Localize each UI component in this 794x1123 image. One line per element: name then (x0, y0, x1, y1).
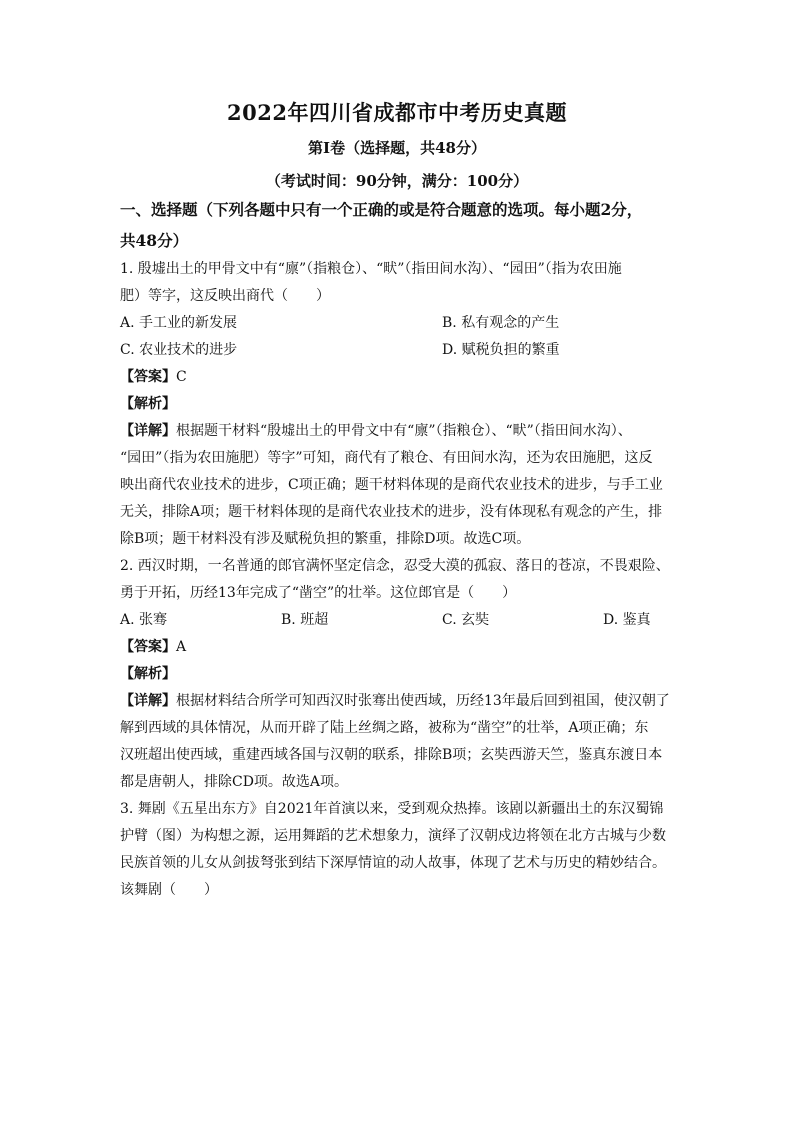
q1-detail-line-5: 除B项；题干材料没有涉及赋税负担的繁重，排除D项。故选C项。 (120, 531, 531, 547)
q2-detail-line-3: 汉班超出使西域，重建西域各国与汉朝的联系，排除B项；玄奘西游天竺，鉴真东渡日本 (120, 747, 663, 763)
page-title: 2022年四川省成都市中考历史真题 (227, 100, 567, 125)
q2-option-d: D. 鉴真 (603, 612, 651, 628)
q1-answer-tag: 【答案】 (120, 369, 176, 385)
paper-subtitle: 第Ⅰ卷（选择题，共48分） (308, 139, 486, 157)
q2-options-row (120, 607, 680, 634)
q3-stem-line-2: 护臂（图）为构想之源，运用舞蹈的艺术想象力，演绎了汉朝戍边将领在北方古城与少数 (120, 828, 666, 844)
q1-options-row-2 (120, 337, 680, 364)
q2-answer-tag: 【答案】 (120, 639, 176, 655)
section-heading-line-2: 共48分） (120, 231, 189, 250)
q1-detail-line-4: 无关，排除A项；题干材料体现的是商代农业技术的进步，没有体现私有观念的产生，排 (120, 504, 663, 520)
q2-detail-tag: 【详解】 (120, 693, 176, 709)
q2-detail-line-1 (120, 688, 680, 715)
exam-content (120, 194, 680, 904)
q1-answer-value: C (176, 369, 187, 385)
q2-detail-line-4: 都是唐朝人，排除CD项。故选A项。 (120, 774, 349, 790)
q1-detail-line-1 (120, 418, 680, 445)
q1-option-b: B. 私有观念的产生 (442, 315, 560, 331)
q1-stem-line-1: 1. 殷墟出土的甲骨文中有“廪”（指粮仓）、“畎”（指田间水沟）、“园田”（指为农田施 (120, 261, 622, 277)
q1-detail-text-1: 根据题干材料“殷墟出土的甲骨文中有“廪”（指粮仓）、“畎”（指田间水沟）、 (176, 423, 632, 439)
q1-detail-line-2: “园田”（指为农田施肥）等字”可知，商代有了粮仓、有田间水沟，还为农田施肥，这反 (120, 450, 653, 466)
q1-answer (120, 364, 680, 391)
q1-detail-line-3: 映出商代农业技术的进步，C项正确；题干材料体现的是商代农业技术的进步，与手工业 (120, 477, 663, 493)
exam-time-note: （考试时间：90分钟，满分：100分） (265, 172, 529, 190)
q1-stem-line-2: 肥）等字，这反映出商代（ ） (120, 288, 330, 304)
q1-option-c: C. 农业技术的进步 (120, 342, 238, 358)
q1-option-a: A. 手工业的新发展 (120, 315, 238, 331)
q2-answer-value: A (176, 639, 187, 655)
q2-stem-line-1: 2. 西汉时期，一名普通的郎官满怀坚定信念，忍受大漠的孤寂、落日的苍凉，不畏艰险、 (120, 558, 670, 574)
q2-stem-line-2: 勇于开拓，历经13年完成了“凿空”的壮举。这位郎官是（ ） (120, 585, 517, 601)
q1-detail-tag: 【详解】 (120, 423, 176, 439)
section-heading-line-1: 一、选择题（下列各题中只有一个正确的或是符合题意的选项。每小题2分， (120, 200, 643, 219)
q2-option-c: C. 玄奘 (442, 612, 490, 628)
q1-option-d: D. 赋税负担的繁重 (442, 342, 560, 358)
q1-analysis-tag: 【解析】 (120, 396, 176, 412)
q3-stem-line-4: 该舞剧（ ） (120, 882, 218, 898)
q3-stem-line-1: 3. 舞剧《五星出东方》自2021年首演以来，受到观众热捧。该剧以新疆出土的东汉蜀锦 (120, 801, 664, 817)
q3-stem-line-3: 民族首领的儿女从剑拔弩张到结下深厚情谊的动人故事，体现了艺术与历史的精妙结合。 (120, 855, 666, 871)
q2-analysis-tag: 【解析】 (120, 666, 176, 682)
q2-detail-text-1: 根据材料结合所学可知西汉时张骞出使西域，历经13年最后回到祖国，使汉朝了 (176, 693, 670, 709)
q2-option-b: B. 班超 (281, 612, 329, 628)
q2-option-a: A. 张骞 (120, 612, 168, 628)
q1-options-row-1 (120, 310, 680, 337)
q2-answer (120, 634, 680, 661)
q2-detail-line-2: 解到西域的具体情况，从而开辟了陆上丝绸之路，被称为“凿空”的壮举，A项正确；东 (120, 720, 649, 736)
